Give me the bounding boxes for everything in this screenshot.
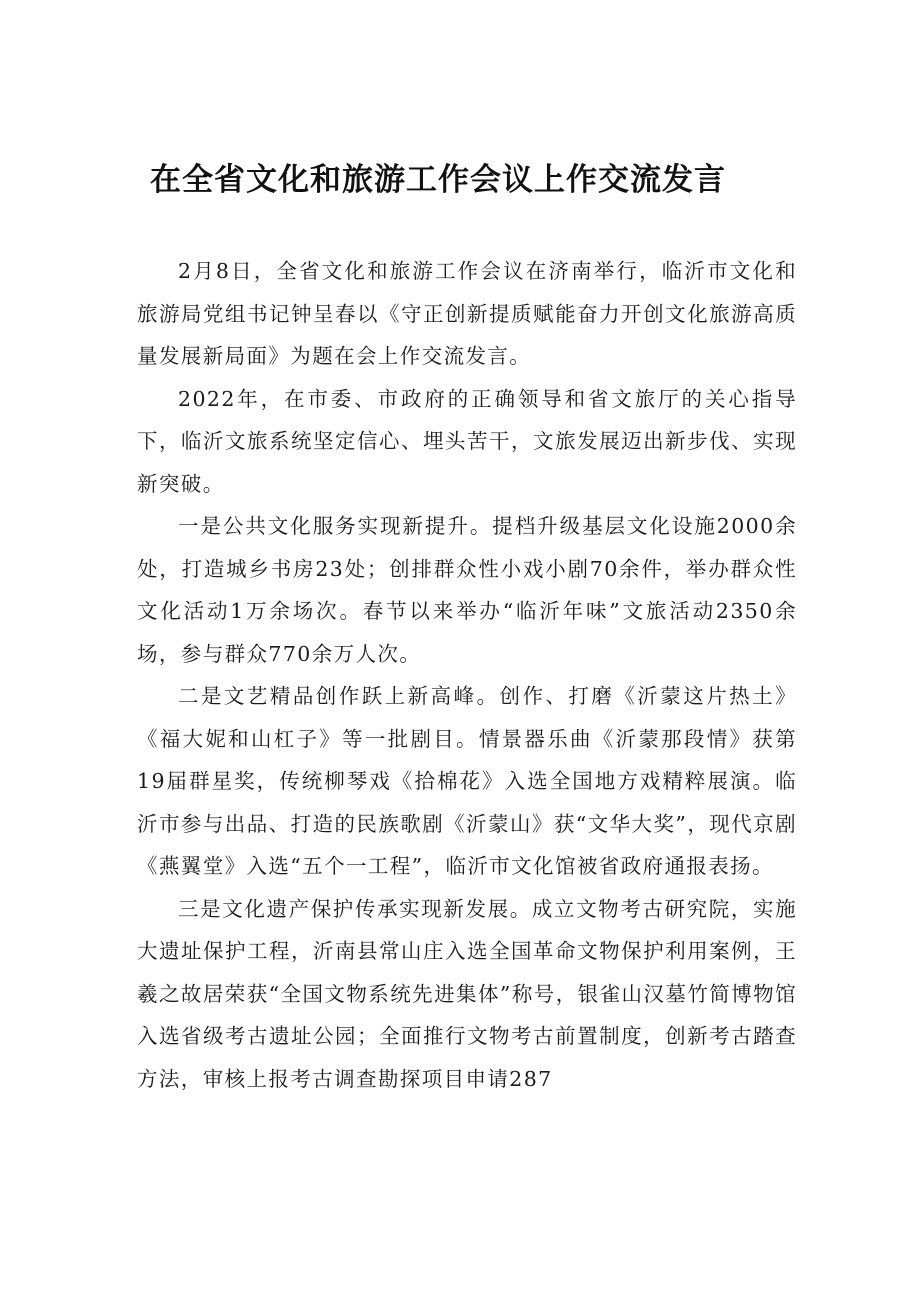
paragraph-4: 二是文艺精品创作跃上新高峰。创作、打磨《沂蒙这片热土》《福大妮和山杠子》等一批剧目。情景器乐曲《沂蒙那段情》获第19届群星奖，传统柳琴戏《拾棉花》入选全国地方戏精粹展演。临沂市参与出品、打造的民族歌剧《沂蒙山》获“文华大奖”，现代京剧《燕翼堂》入选“五个一工程”，临沂市文化馆被省政府通报表扬。 xyxy=(137,684,797,878)
document-title: 在全省文化和旅游工作会议上作交流发言 xyxy=(150,162,726,198)
paragraph-5: 三是文化遗产保护传承实现新发展。成立文物考古研究院，实施大遗址保护工程，沂南县常山庄入选全国革命文物保护利用案例，王羲之故居荣获“全国文物系统先进集体”称号，银雀山汉墓竹简博物馆入选省级考古遗址公园；全面推行文物考古前置制度，创新考古踏查方法，审核上报考古调查勘探项目申请287 xyxy=(137,896,797,1091)
document-body xyxy=(137,250,797,1100)
paragraph-1: 2月8日，全省文化和旅游工作会议在济南举行，临沂市文化和旅游局党组书记钟呈春以《守正创新提质赋能奋力开创文化旅游高质量发展新局面》为题在会上作交流发言。 xyxy=(137,259,797,368)
paragraph-3: 一是公共文化服务实现新提升。提档升级基层文化设施2000余处，打造城乡书房23处；创排群众性小戏小剧70余件，举办群众性文化活动1万余场次。春节以来举办“临沂年味”文旅活动2350余场，参与群众770余万人次。 xyxy=(137,514,797,666)
paragraph-2: 2022年，在市委、市政府的正确领导和省文旅厅的关心指导下，临沂文旅系统坚定信心、埋头苦干，文旅发展迈出新步伐、实现新突破。 xyxy=(137,386,797,496)
